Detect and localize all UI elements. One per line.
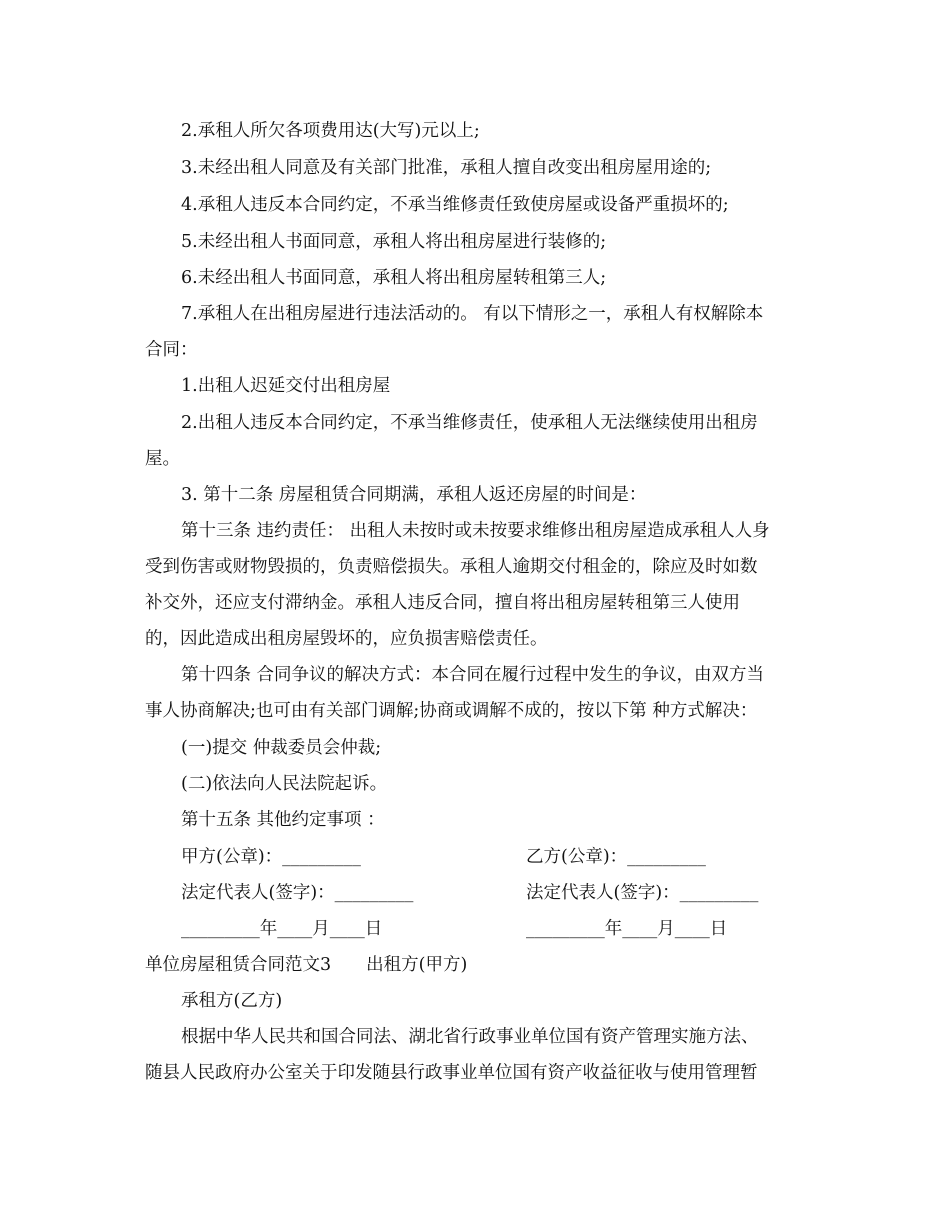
- clause-line: 2.出租人违反本合同约定，不承当维修责任，使承租人无法继续使用出租房: [181, 413, 758, 433]
- clause-line: 3.未经出租人同意及有关部门批准，承租人擅自改变出租房屋用途的;: [181, 158, 712, 178]
- clause-line: 1.出租人迟延交付出租房屋: [181, 376, 391, 396]
- body-line: 根据中华人民共和国合同法、湖北省行政事业单位国有资产管理实施方法、: [181, 1027, 759, 1047]
- party-b-date: _________年____月____日: [526, 919, 728, 939]
- clause-line: 合同：: [145, 340, 198, 360]
- clause-line: 2.承租人所欠各项费用达(大写)元以上;: [181, 121, 480, 141]
- clause-line: 6.未经出租人书面同意，承租人将出租房屋转租第三人;: [181, 268, 607, 288]
- party-a-seal: 甲方(公章)：_________: [181, 847, 361, 867]
- section-heading: 单位房屋租赁合同范文3 出租方(甲方): [145, 955, 468, 975]
- party-a-date: _________年____月____日: [181, 919, 383, 939]
- clause-line: 屋。: [145, 449, 180, 469]
- article-13-line: 补交外，还应支付滞纳金。承租人违反合同，擅自将出租房屋转租第三人使用: [145, 593, 740, 613]
- party-b-seal: 乙方(公章)：_________: [526, 847, 706, 867]
- lessee-label: 承租方(乙方): [181, 991, 283, 1011]
- clause-line: 4.承租人违反本合同约定，不承当维修责任致使房屋或设备严重损坏的;: [181, 195, 729, 215]
- article-14-option: (二)依法向人民法院起诉。: [181, 774, 388, 794]
- clause-line: 7.承租人在出租房屋进行违法活动的。 有以下情形之一，承租人有权解除本: [181, 304, 764, 324]
- party-a-representative: 法定代表人(签字)：_________: [181, 883, 414, 903]
- article-14-line: 事人协商解决;也可由有关部门调解;协商或调解不成的，按以下第 种方式解决：: [145, 701, 758, 721]
- article-14-option: (一)提交 仲裁委员会仲裁;: [181, 738, 382, 758]
- party-b-representative: 法定代表人(签字)：_________: [526, 883, 759, 903]
- article-14-line: 第十四条 合同争议的解决方式：本合同在履行过程中发生的争议，由双方当: [181, 665, 765, 685]
- article-13-line: 受到伤害或财物毁损的，负责赔偿损失。承租人逾期交付租金的，除应及时如数: [145, 557, 758, 577]
- body-line: 随县人民政府办公室关于印发随县行政事业单位国有资产收益征收与使用管理暂: [145, 1063, 758, 1083]
- article-13-line: 的，因此造成出租房屋毁坏的，应负损害赔偿责任。: [145, 629, 548, 649]
- article-13-line: 第十三条 违约责任： 出租人未按时或未按要求维修出租房屋造成承租人人身: [181, 521, 770, 541]
- clause-line: 5.未经出租人书面同意，承租人将出租房屋进行装修的;: [181, 232, 607, 252]
- article-15-line: 第十五条 其他约定事项 ：: [181, 810, 385, 830]
- clause-line: 3. 第十二条 房屋租赁合同期满，承租人返还房屋的时间是：: [181, 485, 647, 505]
